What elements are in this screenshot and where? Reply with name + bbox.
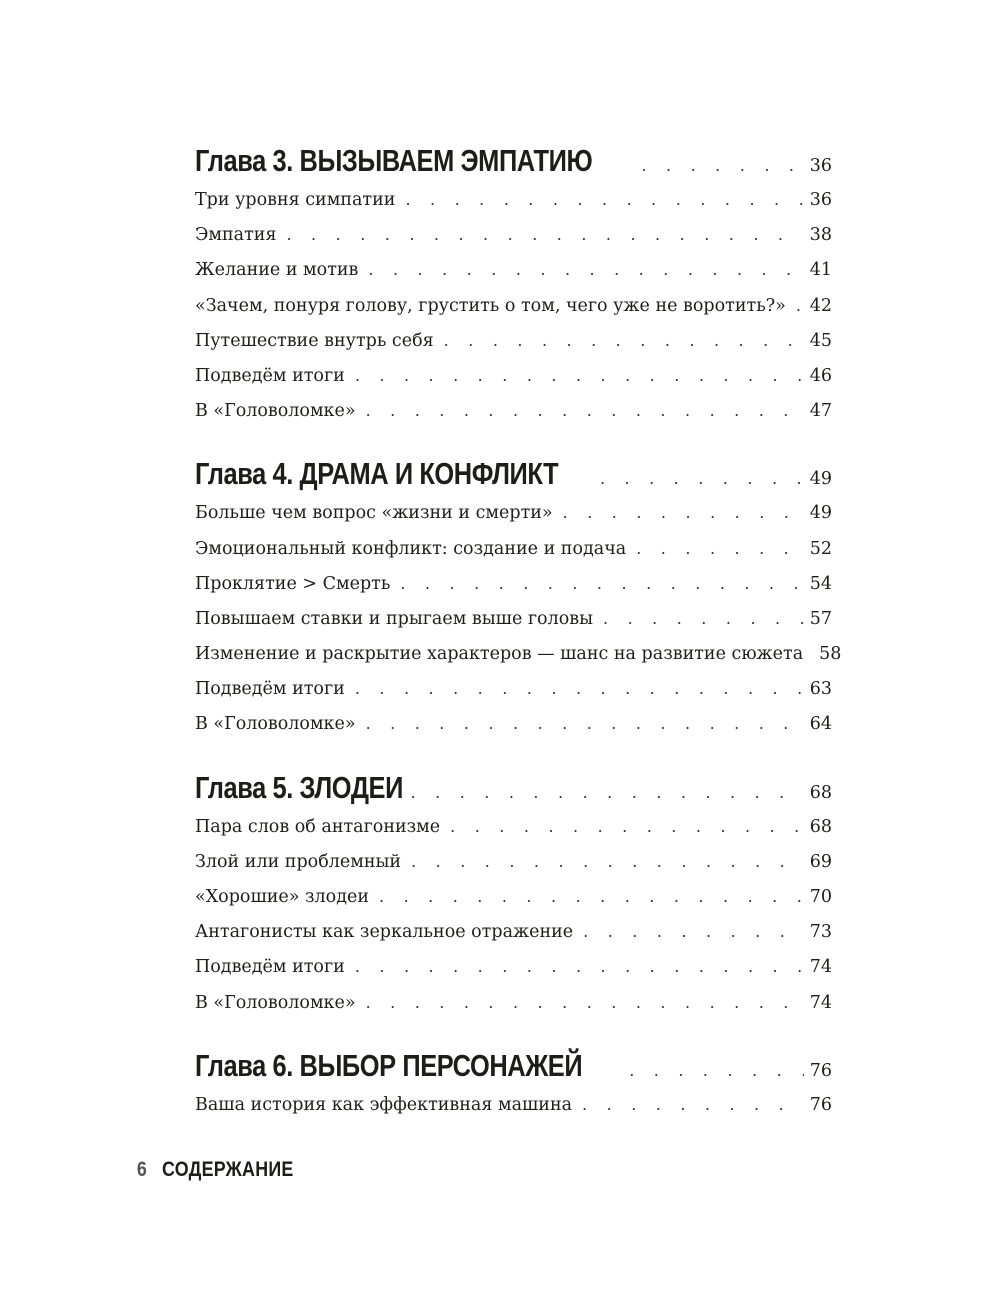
entry-title: «Зачем, понуря голову, грустить о том, чего уже не воротить?» bbox=[195, 295, 786, 316]
toc-entry bbox=[195, 331, 832, 366]
toc-entry bbox=[195, 993, 832, 1028]
entry-page: 58 bbox=[819, 644, 842, 665]
entry-page: 47 bbox=[809, 401, 832, 422]
chapter-title: Глава 3. ВЫЗЫВАЕМ ЭМПАТИЮ bbox=[195, 143, 593, 178]
toc-entry bbox=[195, 366, 832, 401]
entry-page: 74 bbox=[809, 957, 832, 978]
toc-entry bbox=[195, 852, 832, 887]
dot-leader bbox=[563, 503, 804, 522]
dot-leader bbox=[366, 401, 804, 420]
toc-entry bbox=[195, 503, 832, 538]
entry-page: 49 bbox=[809, 503, 832, 524]
entry-title: Изменение и раскрытие характеров — шанс на развитие сюжета bbox=[195, 644, 804, 665]
entry-title: Эмоциональный конфликт: создание и подача bbox=[195, 538, 627, 559]
chapter-page: 76 bbox=[809, 1060, 832, 1081]
chapter-heading bbox=[195, 456, 832, 496]
entry-title: Подведём итоги bbox=[195, 957, 345, 978]
chapter-title: Глава 4. ДРАМА И КОНФЛИКТ bbox=[195, 456, 559, 492]
entry-title: В «Головоломке» bbox=[195, 401, 356, 422]
dot-leader bbox=[355, 679, 804, 698]
entry-page: 64 bbox=[809, 714, 832, 735]
running-title: СОДЕРЖАНИЕ bbox=[161, 1158, 294, 1181]
dot-leader bbox=[366, 993, 804, 1012]
entry-title: Пара слов об антагонизме bbox=[195, 816, 441, 837]
entry-page: 38 bbox=[809, 225, 832, 246]
dot-leader bbox=[286, 225, 803, 244]
toc-entry bbox=[195, 539, 832, 574]
entry-page: 69 bbox=[809, 851, 832, 872]
chapter-4 bbox=[195, 456, 842, 749]
entry-title: Подведём итоги bbox=[195, 365, 345, 386]
dot-leader bbox=[411, 852, 804, 871]
dot-leader bbox=[366, 714, 804, 733]
toc-entry bbox=[195, 887, 832, 922]
chapter-heading bbox=[195, 143, 832, 183]
entry-title: В «Головоломке» bbox=[195, 714, 356, 735]
entry-page: 74 bbox=[809, 992, 832, 1013]
toc-entry bbox=[195, 260, 832, 295]
chapter-heading bbox=[195, 1048, 832, 1088]
entry-page: 54 bbox=[809, 573, 832, 594]
entry-title: Эмпатия bbox=[195, 225, 277, 246]
dot-leader bbox=[379, 887, 804, 906]
table-of-contents bbox=[195, 143, 842, 1150]
entry-page: 42 bbox=[809, 295, 832, 316]
chapter-title: Глава 6. ВЫБОР ПЕРСОНАЖЕЙ bbox=[195, 1047, 583, 1083]
chapter-page: 68 bbox=[809, 782, 832, 803]
entry-title: Больше чем вопрос «жизни и смерти» bbox=[195, 503, 553, 524]
page-number: 6 bbox=[136, 1158, 147, 1181]
toc-entry bbox=[195, 574, 832, 609]
entry-title: «Хорошие» злодеи bbox=[195, 887, 369, 907]
chapter-page: 36 bbox=[809, 156, 832, 176]
entry-title: Путешествие внутрь себя bbox=[195, 330, 434, 351]
entry-page: 63 bbox=[809, 679, 832, 700]
dot-leader bbox=[411, 783, 804, 802]
dot-leader bbox=[405, 190, 803, 209]
entry-title: Три уровня симпатии bbox=[195, 190, 396, 210]
entry-title: Ваша история как эффективная машина bbox=[195, 1094, 573, 1115]
running-footer bbox=[136, 1158, 317, 1182]
toc-entry bbox=[195, 714, 832, 749]
entry-page: 73 bbox=[809, 922, 832, 943]
entry-page: 57 bbox=[809, 608, 832, 629]
entry-page: 36 bbox=[809, 190, 832, 210]
toc-entry bbox=[195, 225, 832, 260]
toc-entry bbox=[195, 922, 832, 957]
entry-title: Антагонисты как зеркальное отражение bbox=[195, 922, 574, 943]
dot-leader bbox=[400, 574, 803, 593]
dot-leader bbox=[796, 296, 804, 315]
dot-leader bbox=[368, 260, 803, 279]
chapter-6 bbox=[195, 1048, 832, 1130]
dot-leader bbox=[582, 1095, 804, 1114]
entry-page: 45 bbox=[809, 330, 832, 351]
chapter-heading bbox=[195, 770, 832, 810]
chapter-5 bbox=[195, 770, 832, 1028]
toc-entry bbox=[195, 644, 842, 679]
dot-leader bbox=[355, 366, 804, 385]
chapter-3 bbox=[195, 143, 832, 436]
dot-leader bbox=[603, 609, 804, 628]
toc-entry bbox=[195, 609, 832, 644]
toc-entry bbox=[195, 957, 832, 992]
chapter-page: 49 bbox=[809, 469, 832, 490]
dot-leader bbox=[355, 957, 804, 976]
toc-entry bbox=[195, 679, 832, 714]
dot-leader bbox=[600, 469, 804, 488]
chapter-title: Глава 5. ЗЛОДЕИ bbox=[195, 769, 403, 805]
toc-entry bbox=[195, 401, 832, 436]
entry-page: 46 bbox=[809, 365, 832, 386]
entry-page: 76 bbox=[809, 1094, 832, 1115]
entry-page: 70 bbox=[809, 887, 832, 907]
dot-leader bbox=[636, 539, 803, 558]
entry-title: Желание и мотив bbox=[195, 260, 359, 281]
entry-page: 68 bbox=[809, 816, 832, 837]
entry-title: Проклятие > Смерть bbox=[195, 573, 391, 594]
toc-entry bbox=[195, 296, 832, 331]
dot-leader bbox=[444, 331, 804, 350]
entry-title: Злой или проблемный bbox=[195, 851, 402, 872]
dot-leader bbox=[629, 1061, 804, 1080]
toc-entry bbox=[195, 817, 832, 852]
entry-page: 41 bbox=[809, 260, 832, 281]
dot-leader bbox=[583, 922, 804, 941]
dot-leader bbox=[450, 817, 804, 836]
toc-entry bbox=[195, 190, 832, 225]
entry-title: Повышаем ставки и прыгаем выше головы bbox=[195, 608, 594, 629]
toc-entry bbox=[195, 1095, 832, 1130]
entry-title: Подведём итоги bbox=[195, 679, 345, 700]
entry-page: 52 bbox=[809, 538, 832, 559]
dot-leader bbox=[641, 156, 803, 175]
entry-title: В «Головоломке» bbox=[195, 992, 356, 1013]
